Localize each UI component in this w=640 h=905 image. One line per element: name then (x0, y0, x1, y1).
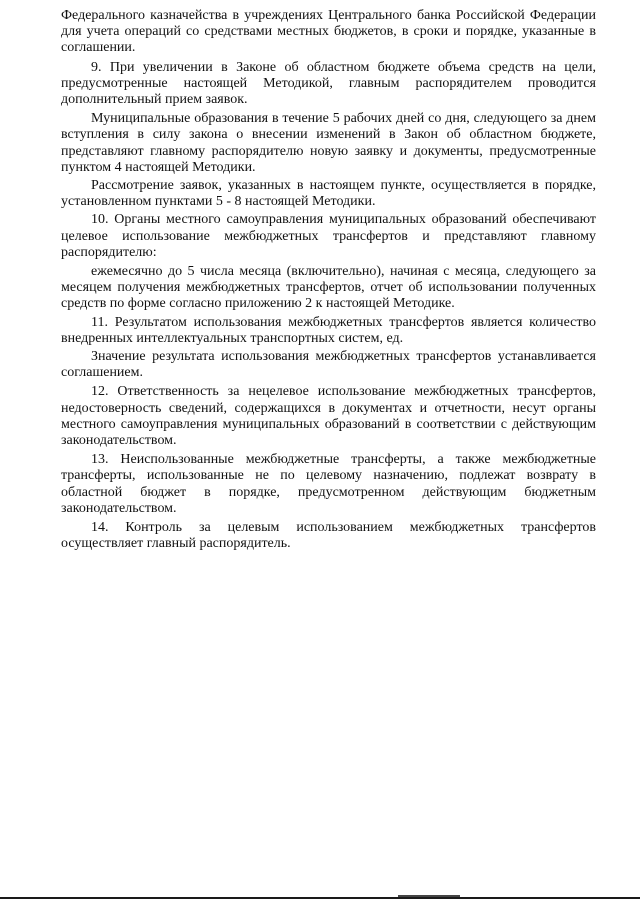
paragraph-review-of-applications: Рассмотрение заявок, указанных в настоящем пункте, осуществляется в порядке, установленном пунктами 5 - 8 настоящей Методики. (61, 178, 596, 210)
paragraph-monthly-report: ежемесячно до 5 числа месяца (включительно), начиная с месяца, следующего за месяцем получения межбюджетных трансфертов, отчет об использовании полученных средств по форме согласно приложению 2 к настоящей Методике. (61, 264, 596, 312)
paragraph-additional-applications: Муниципальные образования в течение 5 рабочих дней со дня, следующего за днем вступления в силу закона о внесении изменений в Закон об областном бюджете, представляют главному распорядителю новую заявку и документы, предусмотренные пунктом 4 настоящей Методики. (61, 111, 596, 175)
paragraph-item-10: 10. Органы местного самоуправления муниципальных образований обеспечивают целевое использование межбюджетных трансфертов и представляют главному распорядителю: (61, 212, 596, 260)
paragraph-result-value: Значение результата использования межбюджетных трансфертов устанавливается соглашением. (61, 349, 596, 381)
paragraph-item-12: 12. Ответственность за нецелевое использование межбюджетных трансфертов, недостоверность сведений, содержащихся в документах и отчетности, несут органы местного самоуправления муниципальных образований в соответствии с действующим законодательством. (61, 384, 596, 449)
paragraph-item-9: 9. При увеличении в Законе об областном бюджете объема средств на цели, предусмотренные настоящей Методикой, главным распорядителем проводится дополнительный прием заявок. (61, 59, 596, 108)
paragraph-continuation: Федерального казначейства в учреждениях Центрального банка Российской Федерации для учета операций со средствами местных бюджетов, в сроки и порядке, указанные в соглашении. (61, 8, 596, 56)
paragraph-item-11: 11. Результатом использования межбюджетных трансфертов является количество внедренных интеллектуальных транспортных систем, ед. (61, 314, 596, 346)
document-body (61, 8, 596, 553)
paragraph-item-13: 13. Неиспользованные межбюджетные трансферты, а также межбюджетные трансферты, использованные не по целевому назначению, подлежат возврату в областной бюджет в порядке, предусмотренном действующим бюджетным законодательством. (61, 452, 596, 516)
page-bottom-edge (0, 897, 640, 899)
paragraph-item-14: 14. Контроль за целевым использованием межбюджетных трансфертов осуществляет главный распорядитель. (61, 520, 596, 552)
